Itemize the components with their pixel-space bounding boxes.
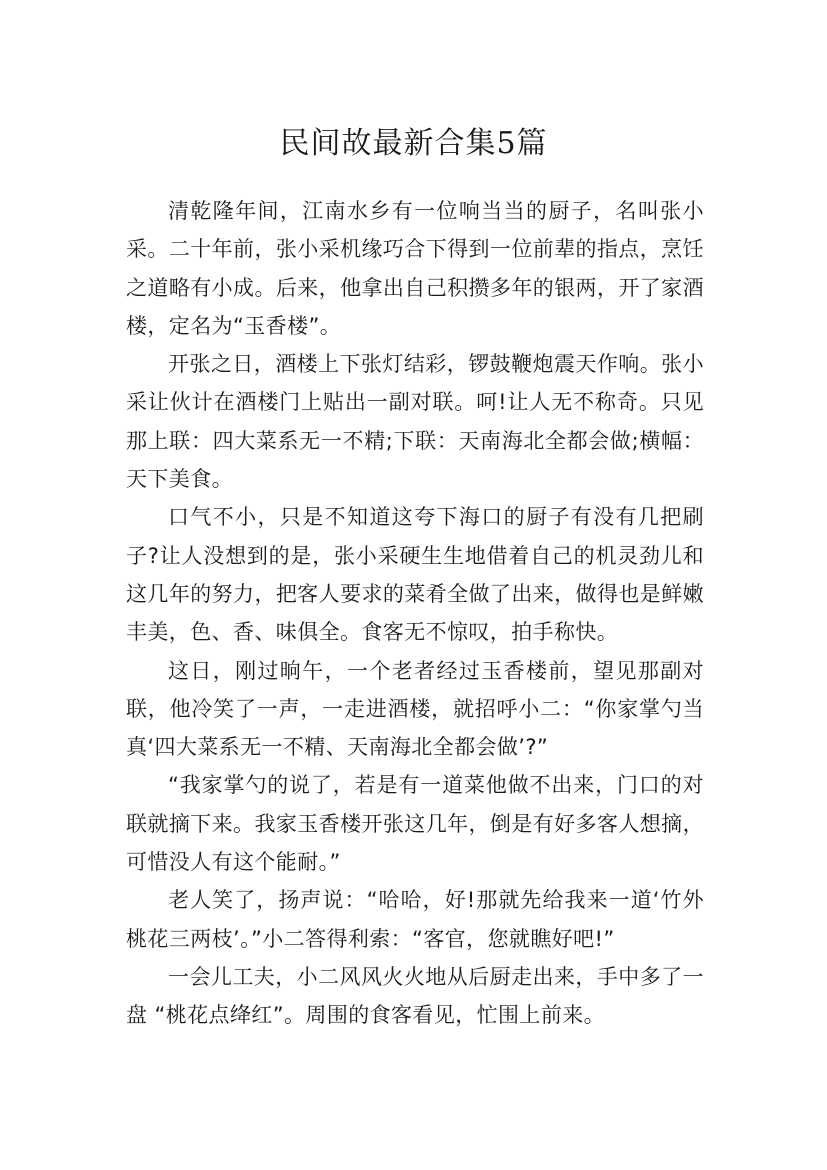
paragraph: 这日，刚过晌午，一个老者经过玉香楼前，望见那副对联，他冷笑了一声，一走进酒楼，就招呼小二：“你家掌勺当真‘四大菜系无一不精、天南海北全都会做’?” bbox=[126, 658, 704, 760]
paragraph: 清乾隆年间，江南水乡有一位响当当的厨子，名叫张小采。二十年前，张小采机缘巧合下得到一位前辈的指点，烹饪之道略有小成。后来，他拿出自己积攒多年的银两，开了家酒楼，定名为“玉香楼”。 bbox=[126, 199, 704, 338]
paragraph: 一会儿工夫，小二风风火火地从后厨走出来，手中多了一盘 “桃花点绛红”。周围的食客看见，忙围上前来。 bbox=[126, 964, 704, 1028]
document-body bbox=[126, 192, 704, 1035]
paragraph: 开张之日，酒楼上下张灯结彩，锣鼓鞭炮震天作响。张小采让伙计在酒楼门上贴出一副对联。呵!让人无不称奇。只见那上联：四大菜系无一不精;下联：天南海北全都会做;横幅：天下美食。 bbox=[126, 352, 704, 492]
paragraph: 老人笑了，扬声说：“哈哈，好!那就先给我来一道‘竹外桃花三两枝’。”小二答得利索：“客官，您就瞧好吧!” bbox=[126, 888, 704, 951]
paragraph: 口气不小，只是不知道这夸下海口的厨子有没有几把刷子?让人没想到的是，张小采硬生生地借着自己的机灵劲儿和这几年的努力，把客人要求的菜肴全做了出来，做得也是鲜嫩丰美，色、香、味俱全。食客无不惊叹，拍手称快。 bbox=[126, 505, 704, 645]
paragraph: “我家掌勺的说了，若是有一道菜他做不出来，门口的对联就摘下来。我家玉香楼开张这几年，倒是有好多客人想摘，可惜没人有这个能耐。” bbox=[126, 773, 704, 875]
document-title: 民间故最新合集5篇 bbox=[279, 126, 548, 162]
